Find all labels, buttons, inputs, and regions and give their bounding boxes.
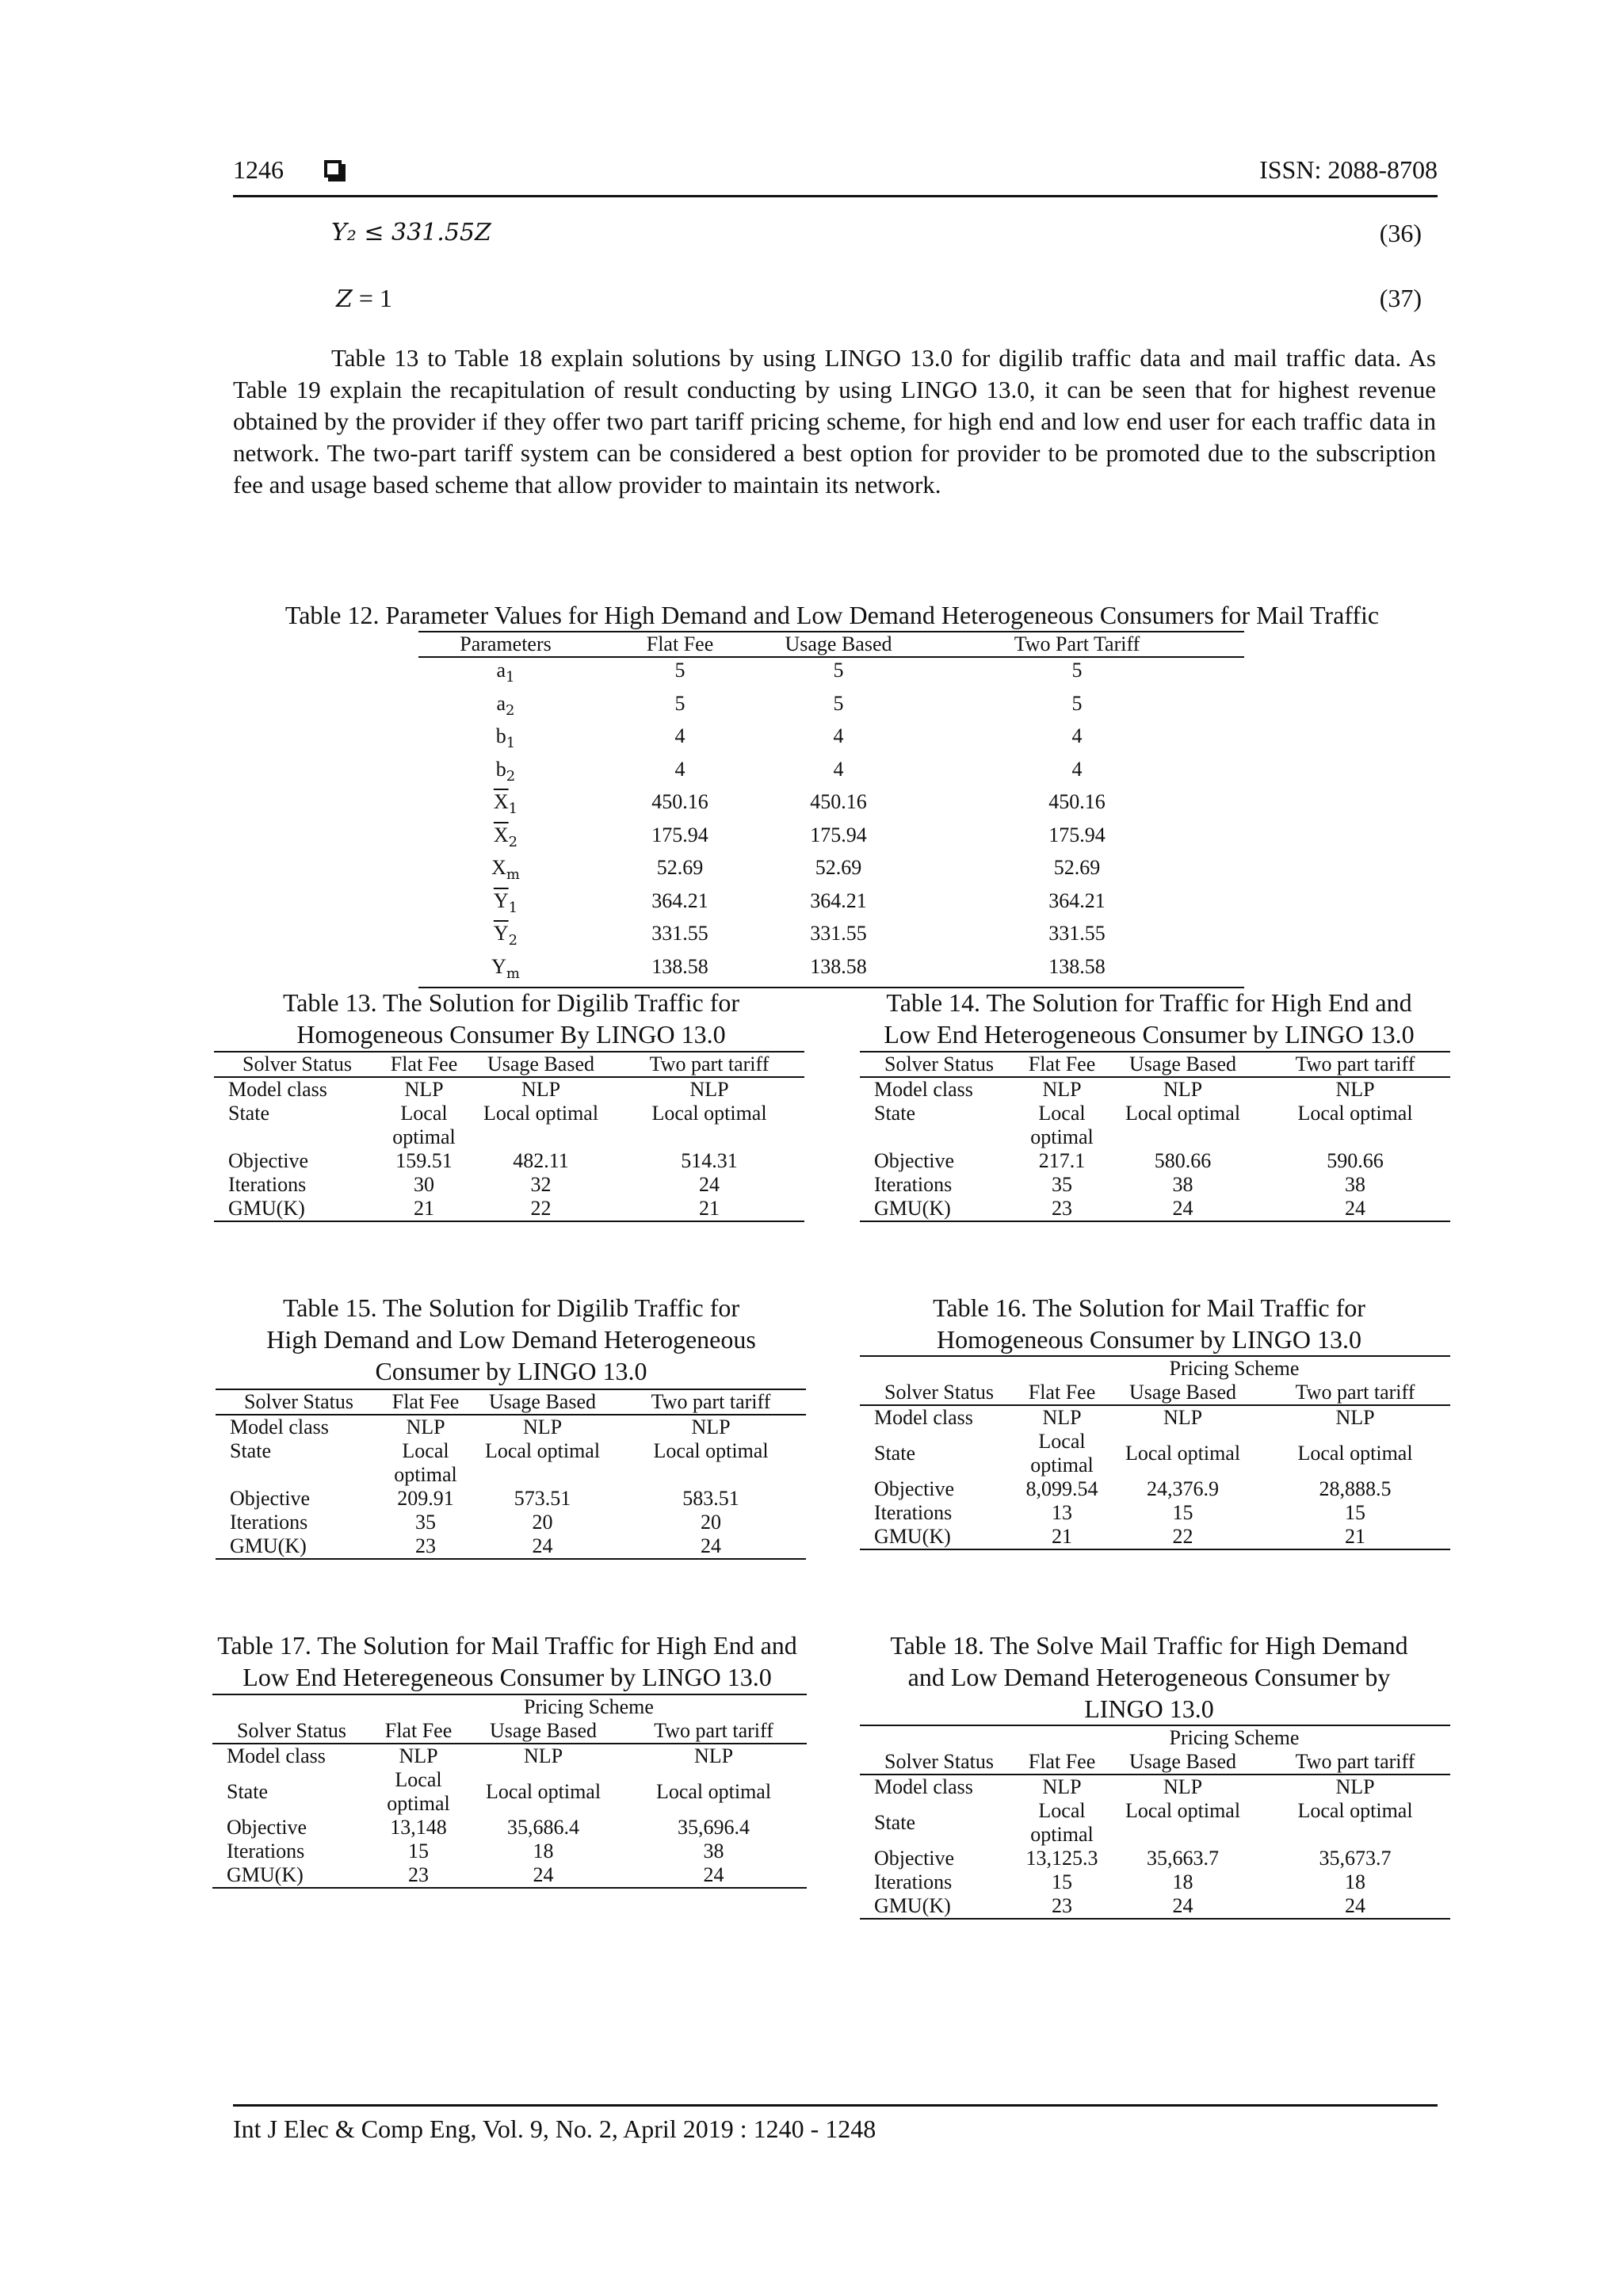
table15-caption — [214, 1292, 808, 1387]
table17-group-header: Pricing Scheme — [524, 1695, 654, 1718]
param-symbol: $\overline{X}$ — [493, 823, 509, 846]
table-cell: 38 — [703, 1839, 724, 1862]
table17-header-cell: Usage Based — [466, 1719, 621, 1744]
table-row — [212, 1839, 807, 1863]
table-cell: NLP — [404, 1078, 444, 1101]
row-label: State — [228, 1102, 269, 1125]
table13-header-cell: Solver Status — [214, 1052, 380, 1077]
caption-line: Low End Heteregeneous Consumer by LINGO 13.0 — [242, 1663, 772, 1691]
table-cell: 20 — [532, 1511, 553, 1534]
table-cell: 138.58 — [1048, 954, 1106, 978]
table-cell: 13,125.3 — [1025, 1847, 1098, 1870]
table-cell: 24 — [699, 1173, 720, 1196]
caption-line: Homogeneous Consumer by LINGO 13.0 — [937, 1325, 1361, 1354]
table-row — [860, 1894, 1450, 1919]
table-cell: Local optimal — [387, 1768, 450, 1815]
table-row — [860, 1525, 1450, 1549]
table-cell: Local optimal — [1030, 1102, 1094, 1148]
row-label: Objective — [874, 1847, 955, 1870]
table-row — [216, 1534, 806, 1559]
page-number: 1246 — [233, 155, 284, 184]
caption-line: High Demand and Low Demand Heterogeneous — [266, 1325, 756, 1354]
table-row — [214, 1197, 804, 1221]
table-cell: NLP — [689, 1078, 729, 1101]
table-cell: Local optimal — [485, 1780, 601, 1803]
table-cell: 4 — [833, 724, 844, 747]
table-cell: 21 — [699, 1197, 720, 1220]
table15-header-cell: Solver Status — [216, 1389, 382, 1415]
table-cell: 35 — [415, 1511, 436, 1534]
table-cell: 514.31 — [681, 1149, 738, 1172]
table-cell: 580.66 — [1154, 1149, 1212, 1172]
row-label: State — [874, 1442, 915, 1465]
row-label: State — [230, 1439, 271, 1462]
table18 — [860, 1725, 1450, 1920]
table-row — [860, 1405, 1450, 1430]
table-cell: 22 — [1172, 1525, 1193, 1548]
table-cell: Local optimal — [1297, 1102, 1413, 1125]
table-cell: NLP — [1042, 1406, 1082, 1429]
table12 — [418, 631, 1244, 988]
equation-37 — [233, 284, 1422, 315]
table-cell: 20 — [701, 1511, 721, 1534]
table-row — [216, 1439, 806, 1487]
table-cell: NLP — [523, 1744, 563, 1767]
table-cell: 24 — [1345, 1894, 1365, 1917]
table-row — [860, 1501, 1450, 1525]
table17 — [212, 1694, 807, 1889]
table16-header-cell: Flat Fee — [1018, 1381, 1106, 1405]
table-cell: 450.16 — [1048, 790, 1106, 813]
param-symbol: a — [496, 691, 506, 715]
table15-header-cell: Flat Fee — [382, 1389, 469, 1415]
table-cell: NLP — [693, 1744, 734, 1767]
table-cell: 583.51 — [682, 1487, 739, 1510]
table12-header-cell: Two Part Tariff — [910, 632, 1244, 657]
table-row — [212, 1744, 807, 1768]
table12-header-cell: Usage Based — [767, 632, 910, 657]
body-paragraph: Table 13 to Table 18 explain solutions by using LINGO 13.0 for digilib traffic data and mail traffic data. As Table 19 explain the recapitulation of result conducting by using LINGO 13.0, it can be seen that for highest revenue obtained by the provider if they offer two part tariff pricing scheme, for high end and low end user for each traffic data in network. The two-part tariff system can be considered a best option for provider to be promoted due to the subscription fee and usage based scheme that allow provider to maintain its network. — [233, 344, 1436, 499]
row-label: GMU(K) — [874, 1894, 951, 1917]
equation-37-rhs: = 1 — [352, 284, 392, 312]
equation-36-number: (36) — [1379, 219, 1422, 247]
table-cell: 175.94 — [810, 823, 867, 846]
table-cell: 13 — [1052, 1501, 1072, 1524]
table18-header-cell: Solver Status — [860, 1750, 1018, 1775]
table-cell: 18 — [1172, 1870, 1193, 1893]
table-cell: Local optimal — [1125, 1102, 1241, 1125]
row-label: Model class — [874, 1406, 973, 1429]
table-cell: Local optimal — [651, 1102, 767, 1125]
table14-header-cell: Flat Fee — [1018, 1052, 1106, 1077]
table-cell: 23 — [415, 1534, 436, 1557]
table-cell: 159.51 — [395, 1149, 453, 1172]
row-label: Model class — [230, 1415, 329, 1438]
table-cell: Local optimal — [1125, 1799, 1241, 1822]
table15-header-cell: Two part tariff — [616, 1389, 806, 1415]
row-label: GMU(K) — [874, 1197, 951, 1220]
footer-citation: Int J Elec & Comp Eng, Vol. 9, No. 2, April 2019 : 1240 - 1248 — [233, 2115, 876, 2143]
equation-36-expression: Y₂ ≤ 331.55Z — [331, 219, 491, 246]
table-cell: 35 — [1052, 1173, 1072, 1196]
equation-37-variable: Z — [336, 285, 353, 313]
table14-header-cell: Two part tariff — [1260, 1052, 1450, 1077]
equation-37-number: (37) — [1379, 284, 1422, 312]
param-symbol: X — [491, 856, 506, 879]
param-symbol: a — [496, 659, 506, 682]
row-label: GMU(K) — [227, 1863, 304, 1886]
caption-line: Table 18. The Solve Mail Traffic for High Demand — [890, 1631, 1408, 1660]
table13-header-cell: Flat Fee — [380, 1052, 468, 1077]
table-row — [860, 1197, 1450, 1221]
table-row — [418, 921, 1244, 954]
table-cell: 24 — [533, 1863, 554, 1886]
square-bullet-icon — [324, 160, 342, 178]
table-cell: 8,099.54 — [1025, 1477, 1098, 1500]
table-row — [214, 1077, 804, 1102]
page-footer — [233, 2104, 1438, 2144]
table-cell: Local optimal — [655, 1780, 772, 1803]
table-cell: 38 — [1345, 1173, 1365, 1196]
caption-line: LINGO 13.0 — [1084, 1694, 1214, 1723]
table-cell: 590.66 — [1327, 1149, 1384, 1172]
table14 — [860, 1051, 1450, 1222]
table-cell: 5 — [833, 659, 844, 682]
row-label: GMU(K) — [228, 1197, 305, 1220]
table-cell: NLP — [1163, 1406, 1203, 1429]
table17-caption — [190, 1629, 824, 1693]
param-symbol: $\overline{Y}$ — [493, 888, 509, 912]
table-cell: 138.58 — [651, 954, 708, 978]
table-cell: 331.55 — [810, 922, 867, 945]
table-cell: Local optimal — [394, 1439, 457, 1486]
table-row — [216, 1415, 806, 1439]
row-label: Iterations — [230, 1511, 308, 1534]
row-label: Objective — [874, 1149, 955, 1172]
table-cell: 364.21 — [1048, 888, 1106, 912]
caption-line: Table 14. The Solution for Traffic for High End and — [886, 988, 1412, 1017]
table-row — [860, 1102, 1450, 1149]
caption-line: Table 16. The Solution for Mail Traffic for — [933, 1293, 1365, 1322]
table-row — [212, 1863, 807, 1888]
table-cell: 21 — [1345, 1525, 1365, 1548]
table-cell: 22 — [530, 1197, 552, 1220]
param-symbol: Y — [491, 954, 506, 978]
table-row — [418, 691, 1244, 724]
table-row — [860, 1149, 1450, 1173]
caption-line: Table 15. The Solution for Digilib Traffic for — [282, 1293, 740, 1322]
table-cell: 15 — [1345, 1501, 1365, 1524]
table-row — [212, 1768, 807, 1816]
table-cell: Local optimal — [484, 1439, 601, 1462]
table14-header-cell: Usage Based — [1106, 1052, 1260, 1077]
table-row — [860, 1077, 1450, 1102]
table-cell: 18 — [533, 1839, 554, 1862]
table-cell: 24 — [1172, 1894, 1193, 1917]
table18-caption — [848, 1629, 1450, 1725]
table13 — [214, 1051, 804, 1222]
table-row — [214, 1149, 804, 1173]
table-cell: NLP — [691, 1415, 731, 1438]
table-cell: 28,888.5 — [1319, 1477, 1392, 1500]
table18-header-cell: Usage Based — [1106, 1750, 1260, 1775]
param-symbol: b — [495, 724, 506, 747]
table13-header-cell: Usage Based — [468, 1052, 614, 1077]
table-cell: Local optimal — [1297, 1799, 1413, 1822]
param-symbol: b — [495, 757, 506, 781]
table-cell: NLP — [1163, 1775, 1203, 1798]
param-subscript: 1 — [506, 735, 516, 751]
table16-header-cell: Usage Based — [1106, 1381, 1260, 1405]
table-row — [216, 1487, 806, 1511]
caption-line: Consumer by LINGO 13.0 — [375, 1357, 647, 1385]
table-cell: 35,686.4 — [507, 1816, 579, 1839]
table16-caption — [848, 1292, 1450, 1355]
table-cell: NLP — [521, 1078, 561, 1101]
table-cell: 52.69 — [815, 856, 862, 879]
param-subscript: 2 — [506, 767, 516, 785]
row-label: State — [227, 1780, 268, 1803]
table13-caption — [214, 987, 808, 1050]
table-cell: 175.94 — [651, 823, 708, 846]
table-row — [212, 1816, 807, 1839]
page-header — [233, 155, 1438, 197]
table-row — [860, 1847, 1450, 1870]
table-cell: 35,673.7 — [1319, 1847, 1392, 1870]
caption-line: Homogeneous Consumer By LINGO 13.0 — [296, 1020, 726, 1049]
row-label: Model class — [874, 1775, 973, 1798]
table14-header-cell: Solver Status — [860, 1052, 1018, 1077]
table-cell: 23 — [1052, 1197, 1072, 1220]
table-cell: 482.11 — [513, 1149, 569, 1172]
table-row — [418, 823, 1244, 856]
table-cell: NLP — [406, 1415, 445, 1438]
param-subscript: 2 — [508, 932, 518, 949]
table-cell: 573.51 — [514, 1487, 571, 1510]
table12-header-cell: Flat Fee — [593, 632, 767, 657]
table-row — [860, 1430, 1450, 1477]
table-cell: NLP — [1042, 1775, 1082, 1798]
table17-header-cell: Flat Fee — [371, 1719, 466, 1744]
table-row — [216, 1511, 806, 1534]
table-row — [214, 1102, 804, 1149]
param-subscript: 1 — [508, 800, 518, 817]
table-cell: 21 — [1052, 1525, 1072, 1548]
table-cell: 15 — [408, 1839, 429, 1862]
table-cell: Local optimal — [653, 1439, 769, 1462]
table-cell: 175.94 — [1048, 823, 1106, 846]
table14-caption — [848, 987, 1450, 1050]
row-label: Iterations — [228, 1173, 307, 1196]
table-row — [860, 1870, 1450, 1894]
issn-label: ISSN: 2088-8708 — [1259, 155, 1438, 184]
table-cell: 35,696.4 — [678, 1816, 750, 1839]
row-label: Model class — [874, 1078, 973, 1101]
table-cell: NLP — [1163, 1078, 1203, 1101]
table-cell: NLP — [522, 1415, 563, 1438]
table-cell: 13,148 — [390, 1816, 447, 1839]
row-label: GMU(K) — [874, 1525, 951, 1548]
table-cell: 5 — [674, 659, 685, 682]
table13-header-cell: Two part tariff — [614, 1052, 804, 1077]
table18-header-cell: Two part tariff — [1260, 1750, 1450, 1775]
table-cell: 32 — [530, 1173, 552, 1196]
table17-header-cell: Two part tariff — [621, 1719, 807, 1744]
table-cell: 217.1 — [1038, 1149, 1086, 1172]
table-cell: 24,376.9 — [1147, 1477, 1219, 1500]
param-subscript: 2 — [508, 833, 518, 850]
table-cell: 331.55 — [1048, 922, 1106, 945]
table-cell: 18 — [1345, 1870, 1365, 1893]
param-subscript: m — [506, 866, 520, 883]
table-cell: 24 — [1345, 1197, 1365, 1220]
table15-header-cell: Usage Based — [469, 1389, 616, 1415]
table18-group-header: Pricing Scheme — [1169, 1726, 1300, 1749]
table-row — [214, 1173, 804, 1197]
param-subscript: 1 — [506, 669, 515, 686]
row-label: State — [874, 1811, 915, 1834]
table-cell: 35,663.7 — [1147, 1847, 1219, 1870]
caption-line: Low End Heterogeneous Consumer by LINGO 13.0 — [884, 1020, 1415, 1049]
row-label: Objective — [230, 1487, 311, 1510]
table-cell: 364.21 — [810, 888, 867, 912]
row-label: Iterations — [874, 1501, 953, 1524]
table-cell: 24 — [1172, 1197, 1193, 1220]
param-symbol: $\overline{Y}$ — [493, 922, 509, 945]
table-cell: 450.16 — [651, 790, 708, 813]
caption-line: and Low Demand Heterogeneous Consumer by — [907, 1663, 1391, 1691]
table-cell: NLP — [1335, 1078, 1375, 1101]
table15 — [216, 1389, 806, 1560]
table-cell: 4 — [833, 757, 844, 781]
table-cell: 52.69 — [656, 856, 704, 879]
equation-36 — [233, 219, 1422, 250]
table-cell: Local optimal — [483, 1102, 599, 1125]
table-cell: 38 — [1172, 1173, 1193, 1196]
table-row — [418, 724, 1244, 757]
caption-line: Table 17. The Solution for Mail Traffic for High End and — [217, 1631, 797, 1660]
row-label: State — [874, 1102, 915, 1125]
table-cell: 5 — [1071, 691, 1083, 715]
table-cell: NLP — [1335, 1775, 1375, 1798]
table12-header-cell: Parameters — [418, 632, 593, 657]
table-cell: 23 — [408, 1863, 429, 1886]
table-cell: 4 — [674, 757, 685, 781]
row-label: Objective — [227, 1816, 307, 1839]
param-subscript: 2 — [506, 701, 515, 719]
table-row — [860, 1775, 1450, 1799]
row-label: Iterations — [874, 1173, 953, 1196]
table-cell: Local optimal — [392, 1102, 456, 1148]
table-cell: 4 — [1071, 724, 1083, 747]
row-label: Objective — [228, 1149, 309, 1172]
table-cell: Local optimal — [1030, 1430, 1094, 1477]
table-cell: 24 — [532, 1534, 553, 1557]
param-subscript: m — [506, 965, 520, 982]
table-cell: NLP — [399, 1744, 438, 1767]
row-label: Model class — [227, 1744, 326, 1767]
table-cell: 138.58 — [810, 954, 867, 978]
table-cell: 331.55 — [651, 922, 708, 945]
table-cell: 24 — [703, 1863, 724, 1886]
param-symbol: $\overline{X}$ — [493, 790, 509, 813]
caption-line: Table 13. The Solution for Digilib Traffic for — [282, 988, 740, 1017]
table-cell: 30 — [414, 1173, 434, 1196]
table-cell: 52.69 — [1053, 856, 1101, 879]
table-cell: Local optimal — [1030, 1799, 1094, 1846]
row-label: Iterations — [874, 1870, 953, 1893]
row-label: Objective — [874, 1477, 955, 1500]
table-cell: Local optimal — [1297, 1442, 1413, 1465]
table16-header-cell: Solver Status — [860, 1381, 1018, 1405]
table16-header-cell: Two part tariff — [1260, 1381, 1450, 1405]
table-row — [418, 855, 1244, 888]
table16-group-header: Pricing Scheme — [1169, 1357, 1300, 1380]
table-cell: 23 — [1052, 1894, 1072, 1917]
table-cell: 5 — [674, 691, 685, 715]
table-cell: 209.91 — [397, 1487, 454, 1510]
table-cell: 5 — [1071, 659, 1083, 682]
table-cell: 4 — [1071, 757, 1083, 781]
table-cell: 24 — [701, 1534, 721, 1557]
table-cell: NLP — [1335, 1406, 1375, 1429]
table-row — [418, 657, 1244, 691]
table-cell: 4 — [674, 724, 685, 747]
table-row — [860, 1173, 1450, 1197]
table-cell: NLP — [1042, 1078, 1082, 1101]
table16 — [860, 1355, 1450, 1550]
row-label: GMU(K) — [230, 1534, 307, 1557]
table-cell: 15 — [1172, 1501, 1193, 1524]
row-label: Iterations — [227, 1839, 305, 1862]
table-row — [418, 954, 1244, 988]
table-row — [418, 789, 1244, 823]
table-cell: 364.21 — [651, 888, 708, 912]
table-cell: 5 — [833, 691, 844, 715]
table-row — [418, 757, 1244, 790]
table-cell: 450.16 — [810, 790, 867, 813]
table12-caption: Table 12. Parameter Values for High Demand and Low Demand Heterogeneous Consumers for Mail Traffic — [285, 601, 1380, 629]
table-cell: Local optimal — [1125, 1442, 1241, 1465]
table-row — [418, 888, 1244, 922]
table-cell: 15 — [1052, 1870, 1072, 1893]
table18-header-cell: Flat Fee — [1018, 1750, 1106, 1775]
table-row — [860, 1477, 1450, 1501]
param-subscript: 1 — [508, 899, 518, 916]
table17-header-cell: Solver Status — [212, 1719, 371, 1744]
table-row — [860, 1799, 1450, 1847]
row-label: Model class — [228, 1078, 327, 1101]
table-cell: 21 — [414, 1197, 434, 1220]
